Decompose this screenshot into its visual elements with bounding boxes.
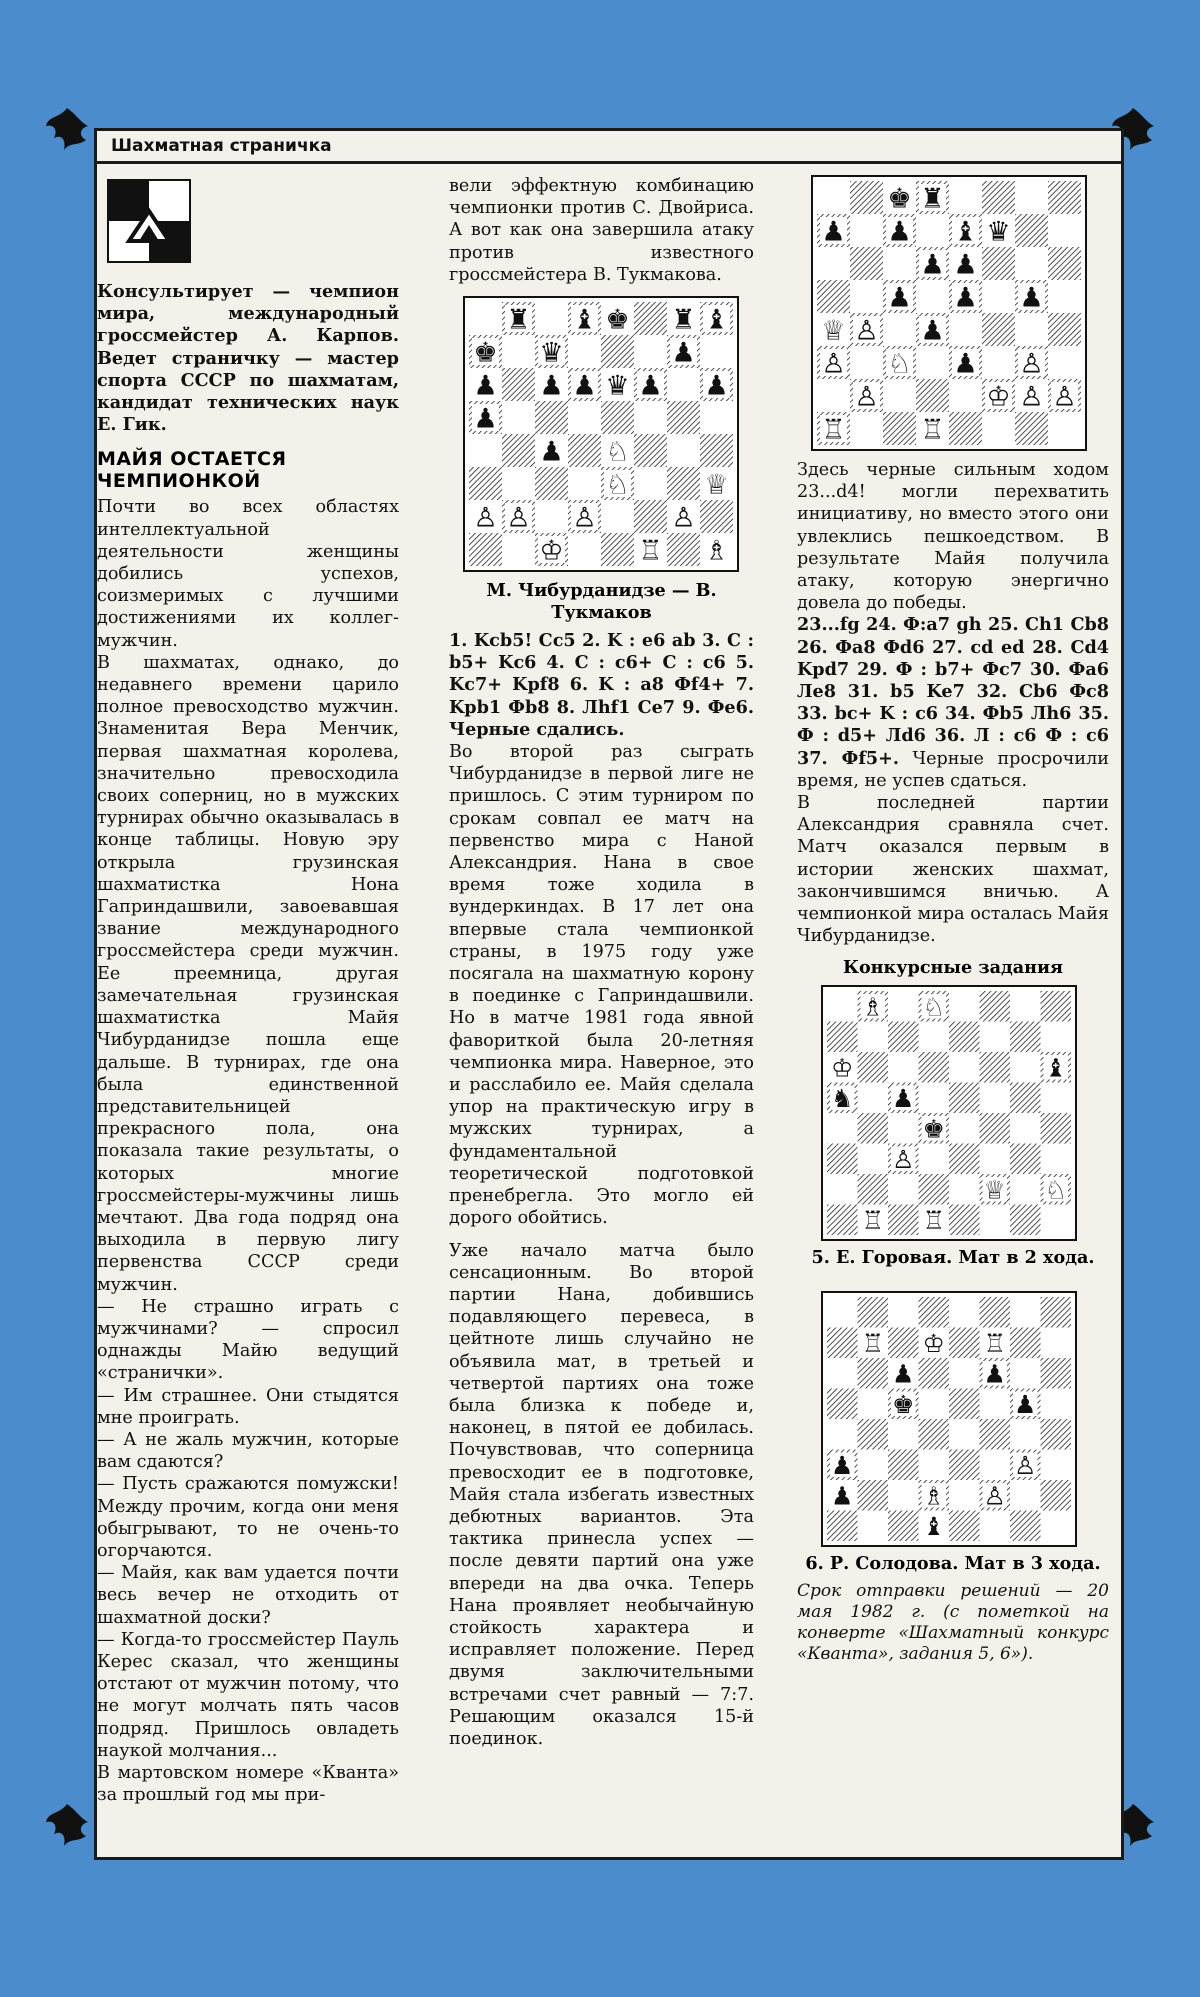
black-piece-icon: ♝ [953, 216, 978, 248]
black-piece-icon: ♟ [473, 370, 498, 402]
dark-square [667, 533, 700, 566]
black-piece-icon: ♜ [671, 304, 696, 336]
black-piece-icon: ♟ [983, 1359, 1006, 1389]
dark-square [919, 1358, 950, 1389]
dark-square [469, 467, 502, 500]
dark-square [850, 247, 883, 280]
white-piece-icon: ♙ [983, 1481, 1006, 1511]
dark-square [1048, 181, 1081, 214]
white-piece-icon: ♘ [605, 436, 630, 468]
black-piece-icon: ♚ [892, 1390, 915, 1420]
white-piece-icon: ♙ [473, 502, 498, 534]
dark-square [1048, 247, 1081, 280]
dark-square [949, 1083, 980, 1114]
dark-square [502, 368, 535, 401]
corner-ornament-top-left [40, 104, 94, 158]
black-piece-icon: ♟ [1014, 1390, 1037, 1420]
black-piece-icon: ♚ [887, 183, 912, 215]
dark-square [949, 1022, 980, 1053]
dark-square [949, 1144, 980, 1175]
dark-square [469, 533, 502, 566]
dark-square [667, 401, 700, 434]
black-piece-icon: ♟ [920, 249, 945, 281]
dark-square [1041, 1297, 1072, 1328]
dark-square [634, 302, 667, 335]
white-piece-icon: ♖ [920, 414, 945, 446]
black-piece-icon: ♜ [506, 304, 531, 336]
white-piece-icon: ♙ [892, 1145, 915, 1175]
black-piece-icon: ♟ [920, 315, 945, 347]
white-piece-icon: ♔ [922, 1329, 945, 1359]
dark-square [949, 1450, 980, 1481]
white-piece-icon: ♗ [861, 992, 884, 1022]
white-piece-icon: ♕ [821, 315, 846, 347]
black-piece-icon: ♝ [922, 1512, 945, 1542]
corner-ornament-bottom-left [40, 1800, 94, 1854]
white-piece-icon: ♖ [983, 1329, 1006, 1359]
black-piece-icon: ♝ [572, 304, 597, 336]
white-piece-icon: ♘ [605, 469, 630, 501]
column-2 [449, 175, 754, 1750]
chess-diagram-problem6 [821, 1291, 1077, 1547]
dark-square [601, 533, 634, 566]
black-piece-icon: ♝ [1044, 1053, 1067, 1083]
dark-square [827, 1144, 858, 1175]
game-moves: 1. Kcb5! Cc5 2. K : e6 ab 3. C : b5+ Kc6 4. C : c6+ C : c6 5. Kc7+ Kpf8 6. K : a8 Фf4+ 7. Kpb1 Фb8 8. Лhf1 Ce7 9. Фe6. Черные сдались. [449, 630, 754, 740]
match-result-paragraph: В последней партии Александрия сравняла счет. Матч оказался первым в истории женских шахмат, закончившимся вничью. А чемпионкой мира осталась Майя Чибурданидзе. [797, 793, 1109, 947]
final-moves-notation: 23...fg 24. Ф:a7 gh 25. Ch1 Cb8 26. Фa8 Фd6 27. cd ed 28. Cd4 Kpd7 29. Ф : b7+ Фc7 30. Фa6 Лe8 31. b5 Ke7 32. Cb6 Фc8 33. bc+ K : c6 34. Фb5 Лh6 35. Ф : d5+ Лd6 36. Л : c6 Ф : c6 37. Фf5+. [797, 614, 1109, 769]
white-piece-icon: ♖ [861, 1206, 884, 1236]
dark-square [827, 1328, 858, 1359]
dark-square [888, 1511, 919, 1542]
column-3 [797, 175, 1109, 1665]
black-piece-icon: ♟ [821, 216, 846, 248]
black-piece-icon: ♟ [892, 1359, 915, 1389]
dark-square [982, 247, 1015, 280]
white-piece-icon: ♗ [704, 535, 729, 567]
black-piece-icon: ♟ [473, 403, 498, 435]
dark-square [949, 1389, 980, 1420]
dark-square [700, 434, 733, 467]
black-piece-icon: ♟ [953, 348, 978, 380]
analysis-paragraph: Здесь черные сильным ходом 23...d4! могли перехватить инициативу, но вместо этого они увлеклись пешкоедством. В результате Майя получила атаку, которую энергично довела до победы. [797, 460, 1109, 614]
white-piece-icon: ♙ [671, 502, 696, 534]
magazine-page [94, 128, 1124, 1860]
dark-square [888, 1450, 919, 1481]
dark-square [949, 1205, 980, 1236]
black-piece-icon: ♟ [887, 216, 912, 248]
white-piece-icon: ♙ [821, 348, 846, 380]
chess-diagram-game1 [463, 296, 739, 572]
final-moves [797, 614, 1109, 792]
dark-square [1041, 1419, 1072, 1450]
dark-square [827, 1205, 858, 1236]
dark-square [858, 1358, 889, 1389]
dark-square [919, 1174, 950, 1205]
article-paragraph-3: Уже начало матча было сенсационным. Во второй партии Нана, добившись подавляющего перевеса, в цейтноте лишь случайно не объявила мат, в третьей и четвертой партиях она тоже была близка к победе и, наконец, в пятой ее добилась. Почувствовав, что соперница превосходит ее в подготовке, Майя стала избегать известных дебютных вариантов. Эта тактика принесла успех — после девяти партий она уже впереди на два очка. Теперь Нана проявляет необычайную стойкость характера и исправляет положение. Перед двумя заключительными встречами счет равный — 7:7. Решающим оказался 15-й поединок. [449, 1240, 754, 1749]
submission-deadline: Срок отправки решений — 20 мая 1982 г. (с пометкой на конверте «Шахматный конкурс «Кванта», задания 5, 6»). [797, 1581, 1109, 1665]
black-piece-icon: ♟ [887, 282, 912, 314]
dark-square [817, 280, 850, 313]
dark-square [1041, 1358, 1072, 1389]
dark-square [919, 1419, 950, 1450]
dark-square [1010, 1022, 1041, 1053]
dark-square [535, 401, 568, 434]
dark-square [1010, 1328, 1041, 1359]
black-piece-icon: ♝ [704, 304, 729, 336]
dark-square [919, 1052, 950, 1083]
white-piece-icon: ♖ [861, 1329, 884, 1359]
dark-square [980, 1052, 1011, 1083]
dark-square [949, 1511, 980, 1542]
dark-square [919, 1297, 950, 1328]
black-piece-icon: ♚ [605, 304, 630, 336]
dark-square [502, 434, 535, 467]
dark-square [568, 434, 601, 467]
white-piece-icon: ♕ [983, 1175, 1006, 1205]
dark-square [1041, 1480, 1072, 1511]
black-piece-icon: ♛ [539, 337, 564, 369]
dark-square [535, 467, 568, 500]
white-piece-icon: ♙ [1052, 381, 1077, 413]
white-piece-icon: ♙ [1019, 348, 1044, 380]
page-header [97, 131, 1121, 164]
dark-square [916, 379, 949, 412]
white-piece-icon: ♙ [854, 315, 879, 347]
black-piece-icon: ♟ [539, 370, 564, 402]
article-continuation: вели эффектную комбинацию чемпионки против С. Двойриса. А вот как она завершила атаку против известного гроссмейстера В. Тукмакова. [449, 176, 754, 285]
black-piece-icon: ♚ [922, 1114, 945, 1144]
dark-square [1010, 1205, 1041, 1236]
black-piece-icon: ♟ [539, 436, 564, 468]
section-title: Шахматная страничка [97, 131, 346, 161]
dark-square [980, 1113, 1011, 1144]
final-moves-tail: Черные просрочили время, не успев сдаться. [797, 748, 1109, 791]
black-piece-icon: ♟ [953, 282, 978, 314]
dark-square [1015, 214, 1048, 247]
dark-square [1010, 1511, 1041, 1542]
dark-square [980, 1419, 1011, 1450]
dark-square [827, 1389, 858, 1420]
white-piece-icon: ♙ [506, 502, 531, 534]
dark-square [601, 401, 634, 434]
dark-square [888, 1328, 919, 1359]
dark-square [883, 412, 916, 445]
dark-square [634, 434, 667, 467]
dark-square [858, 1297, 889, 1328]
black-piece-icon: ♟ [638, 370, 663, 402]
dark-square [634, 500, 667, 533]
dark-square [1041, 1113, 1072, 1144]
white-piece-icon: ♔ [539, 535, 564, 567]
dark-square [982, 313, 1015, 346]
article-paragraph-2: Во второй раз сыграть Чибурданидзе в первой лиге не пришлось. С этим турниром по срокам совпал ее матч на первенство мира с Наной Александрия. Нана в свое время тоже ходила в вундеркиндах. В 17 лет она впервые стала чемпионкой страны, в 1975 году уже посягала на шахматную корону в поединке с Гаприндашвили. Но в матче 1981 года явной фавориткой была 20-летняя чемпионка мира. Наверное, это и расслабило ее. Майя сделала упор на практическую игру в мужских турнирах, а фундаментальной теоретической подготовкой пренебрегла. Это могло ей дорого обойтись. [449, 742, 754, 1229]
black-piece-icon: ♟ [831, 1451, 854, 1481]
problem5-caption: 5. Е. Горовая. Мат в 2 хода. [811, 1247, 1095, 1269]
black-piece-icon: ♟ [1019, 282, 1044, 314]
black-piece-icon: ♟ [704, 370, 729, 402]
white-piece-icon: ♘ [1044, 1175, 1067, 1205]
dark-square [858, 1419, 889, 1450]
chess-diagram-problem5 [821, 985, 1077, 1241]
dark-square [827, 1511, 858, 1542]
dark-square [827, 1022, 858, 1053]
white-piece-icon: ♙ [854, 381, 879, 413]
article-body-col1: Почти во всех областях интеллектуальной деятельности женщины добились успехов, соизмеримых с лучшими достижениями их коллег-мужчин. В шахматах, однако, до недавнего времени царило полное превосходство мужчин. Знаменитая Вера Менчик, первая шахматная королева, значительно превосходила своих соперниц, но в мужских турнирах обычно оказывалась в конце таблицы. Новую эру открыла грузинская шахматистка Нона Гаприндашвили, завоевавшая звание международного гроссмейстера среди мужчин. Ее преемница, другая замечательная грузинская шахматистка Майя Чибурданидзе пошла еще дальше. В турнирах, где она была единственной представительницей прекрасного пола, она показала такие результаты, о которых многие гроссмейстеры-мужчины лишь мечтают. Два года подряд она выходила в первую лигу первенства СССР среди мужчин. — Не страшно играть с мужчинами? — спросил однажды Майю ведущий «странички». — Им страшнее. Они стыдятся мне проиграть. — А не жаль мужчин, которые вам сдаются? — Пусть сражаются помужски! Между прочим, когда они меня обыгрывают, то не очень-то огорчаются. — Майя, как вам удается почти весь вечер не отходить от шахматной доски? — Когда-то гроссмейстер Пауль Керес сказал, что женщины отстают от мужчин потому, что не могут молчать пять часов подряд. Пришлось овладеть наукой молчания... В мартовском номере «Кванта» за прошлый год мы при- [97, 497, 399, 1806]
dark-square [858, 1052, 889, 1083]
dark-square [858, 1480, 889, 1511]
white-piece-icon: ♖ [638, 535, 663, 567]
dark-square [667, 467, 700, 500]
black-piece-icon: ♞ [831, 1084, 854, 1114]
white-piece-icon: ♗ [922, 1481, 945, 1511]
white-piece-icon: ♖ [922, 1206, 945, 1236]
white-piece-icon: ♙ [1019, 381, 1044, 413]
black-piece-icon: ♟ [831, 1481, 854, 1511]
chess-section-logo [107, 179, 191, 263]
dark-square [1041, 991, 1072, 1022]
consultants-note: Консультирует — чемпион мира, международный гроссмейстер А. Карпов. Ведет страничку — мастер спорта СССР по шахматам, кандидат технических наук Е. Гик. [97, 281, 399, 436]
dark-square [1048, 313, 1081, 346]
dark-square [980, 991, 1011, 1022]
dark-square [949, 412, 982, 445]
black-piece-icon: ♜ [920, 183, 945, 215]
white-piece-icon: ♘ [887, 348, 912, 380]
contest-heading: Конкурсные задания [842, 957, 1064, 979]
dark-square [601, 335, 634, 368]
black-piece-icon: ♟ [892, 1084, 915, 1114]
black-piece-icon: ♟ [572, 370, 597, 402]
game-title: М. Чибурданидзе — В. Тукмаков [486, 580, 717, 624]
white-piece-icon: ♔ [831, 1053, 854, 1083]
article-title: МАЙЯ ОСТАЕТСЯ ЧЕМПИОНКОЙ [97, 448, 287, 493]
dark-square [888, 1022, 919, 1053]
dark-square [850, 181, 883, 214]
black-piece-icon: ♟ [953, 249, 978, 281]
dark-square [949, 1328, 980, 1359]
dark-square [700, 500, 733, 533]
white-piece-icon: ♔ [986, 381, 1011, 413]
dark-square [982, 181, 1015, 214]
dark-square [858, 1113, 889, 1144]
black-piece-icon: ♛ [986, 216, 1011, 248]
dark-square [1015, 412, 1048, 445]
dark-square [858, 1174, 889, 1205]
white-piece-icon: ♘ [922, 992, 945, 1022]
black-piece-icon: ♛ [605, 370, 630, 402]
dark-square [980, 1297, 1011, 1328]
dark-square [888, 1205, 919, 1236]
white-piece-icon: ♕ [704, 469, 729, 501]
dark-square [1010, 1083, 1041, 1114]
white-piece-icon: ♙ [1014, 1451, 1037, 1481]
dark-square [1010, 1144, 1041, 1175]
chess-diagram-game2 [811, 175, 1087, 451]
white-piece-icon: ♖ [821, 414, 846, 446]
column-1 [97, 175, 399, 1806]
black-piece-icon: ♟ [671, 337, 696, 369]
white-piece-icon: ♙ [572, 502, 597, 534]
black-piece-icon: ♚ [473, 337, 498, 369]
problem6-caption: 6. Р. Солодова. Мат в 3 хода. [805, 1553, 1101, 1575]
